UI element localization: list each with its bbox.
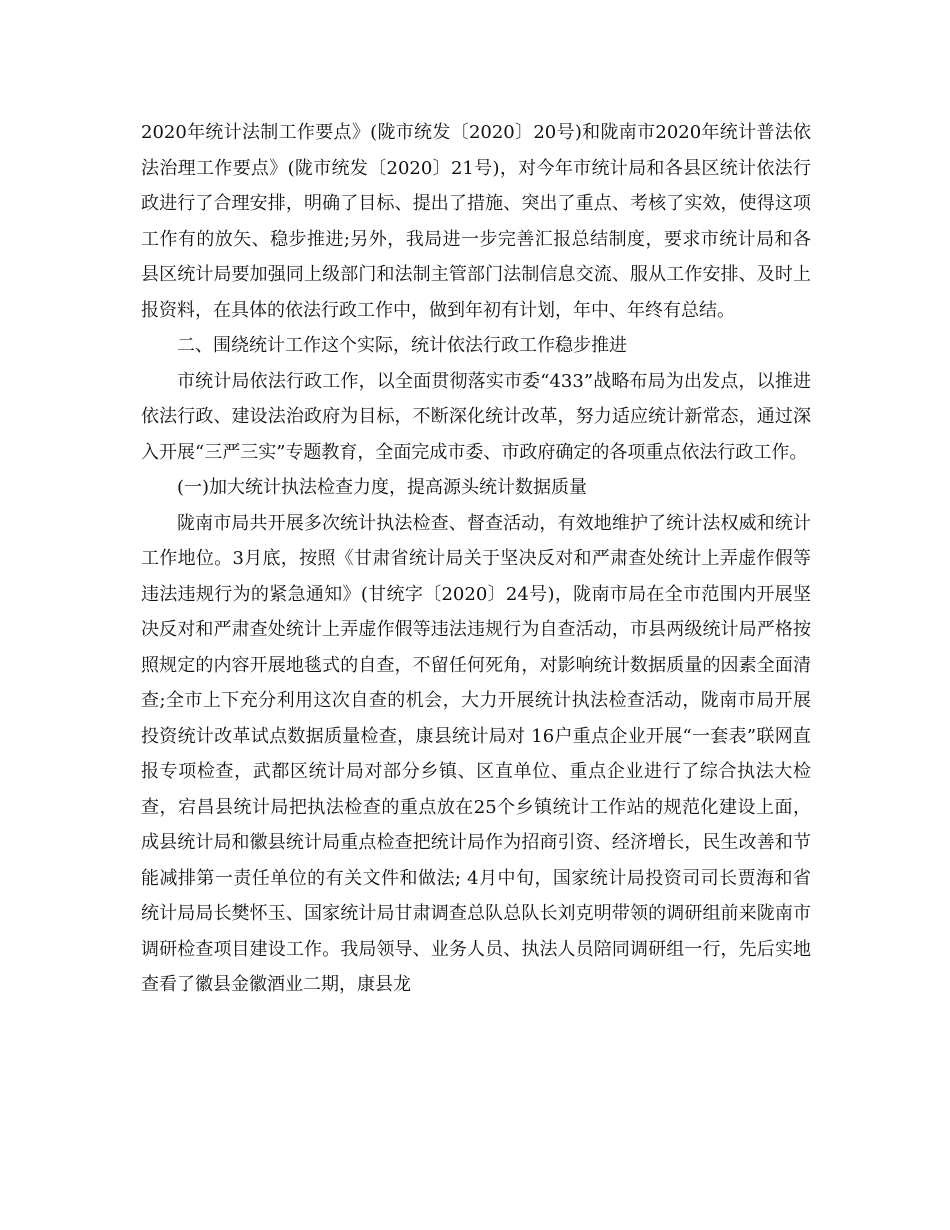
paragraph-section-2-intro: 市统计局依法行政工作，以全面贯彻落实市委“433”战略布局为出发点，以推进依法行政、建设法治政府为目标，不断深化统计改革，努力适应统计新常态，通过深入开展“三严三实”专题教育，全面完成市委、市政府确定的各项重点依法行政工作。 xyxy=(141,370,811,463)
paragraph-continuation: 2020年统计法制工作要点》(陇市统发〔2020〕20号)和陇南市2020年统计普法依法治理工作要点》(陇市统发〔2020〕21号)，对今年市统计局和各县区统计依法行政进行了合理安排，明确了目标、提出了措施、突出了重点、考核了实效，使得这项工作有的放矢、稳步推进;另外，我局进一步完善汇报总结制度，要求市统计局和各县区统计局要加强同上级部门和法制主管部门法制信息交流、服从工作安排、及时上报资料，在具体的依法行政工作中，做到年初有计划，年中、年终有总结。 xyxy=(141,122,811,321)
subsection-heading-1: (一)加大统计执法检查力度，提高源头统计数据质量 xyxy=(177,477,588,498)
section-heading-2: 二、围绕统计工作这个实际，统计依法行政工作稳步推进 xyxy=(177,335,627,356)
paragraph-enforcement-inspection: 陇南市局共开展多次统计执法检查、督查活动，有效地维护了统计法权威和统计工作地位。3月底，按照《甘肃省统计局关于坚决反对和严肃查处统计上弄虚作假等违法违规行为的紧急通知》(甘统字〔2020〕24号)，陇南市局在全市范围内开展坚决反对和严肃查处统计上弄虚作假等违法违规行为自查活动，市县两级统计局严格按照规定的内容开展地毯式的自查，不留任何死角，对影响统计数据质量的因素全面清查;全市上下充分利用这次自查的机会，大力开展统计执法检查活动，陇南市局开展投资统计改革试点数据质量检查，康县统计局对 16户重点企业开展“一套表”联网直报专项检查，武都区统计局对部分乡镇、区直单位、重点企业进行了综合执法大检查，宕昌县统计局把执法检查的重点放在25个乡镇统计工作站的规范化建设上面，成县统计局和徽县统计局重点检查把统计局作为招商引资、经济增长，民生改善和节能减排第一责任单位的有关文件和做法; 4月中旬，国家统计局投资司司长贾海和省统计局局长樊怀玉、国家统计局甘肃调查总队总队长刘克明带领的调研组前来陇南市调研检查项目建设工作。我局领导、业务人员、执法人员陪同调研组一行，先后实地查看了徽县金徽酒业二期，康县龙 xyxy=(141,512,811,995)
document-body xyxy=(141,115,811,1003)
